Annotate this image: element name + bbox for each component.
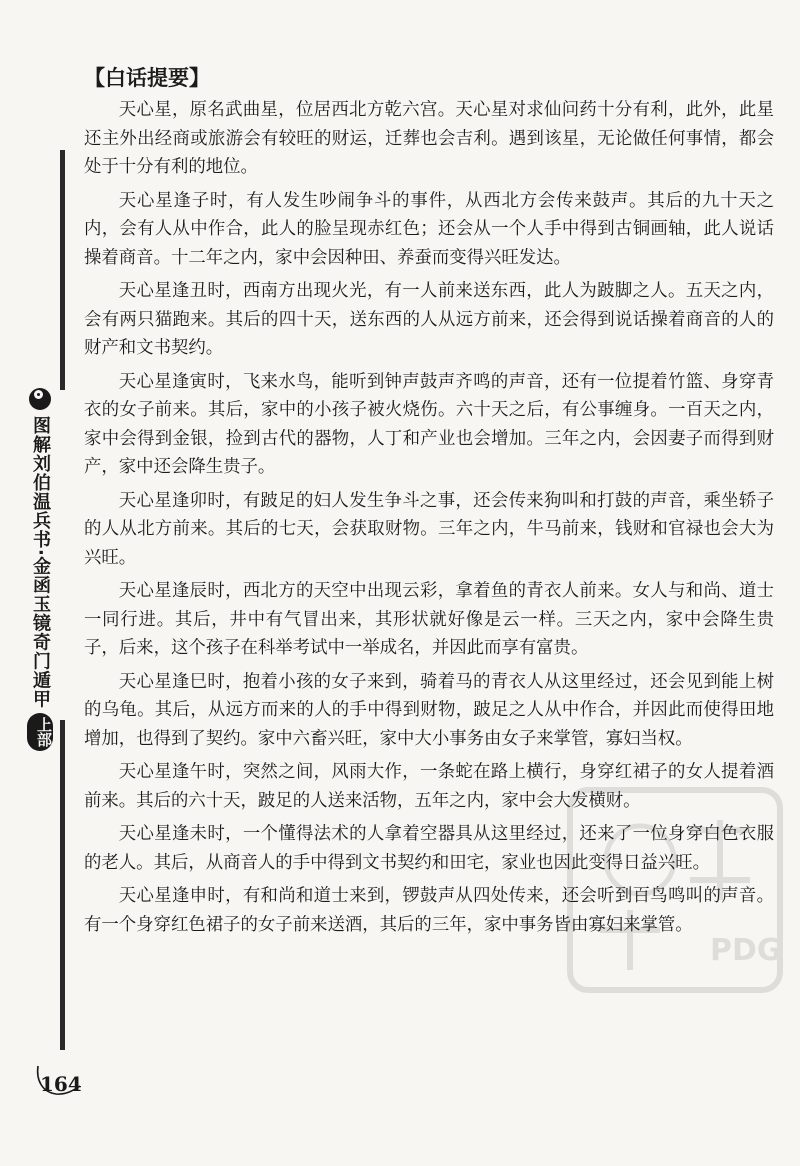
volume-badge: 上部 <box>27 713 53 751</box>
watermark-text: PDG <box>710 933 782 968</box>
margin-rule-bottom <box>60 720 65 1050</box>
section-heading: 【白话提要】 <box>84 66 210 90</box>
paragraph: 天心星逢寅时，飞来水鸟，能听到钟声鼓声齐鸣的声音，还有一位提着竹篮、身穿青衣的女子前来。其后，家中的小孩子被火烧伤。六十天之后，有公事缠身。一百天之内，家中会得到金银，捡到古代的器物，人丁和产业也会增加。三年之内，会因妻子而得到财产，家中还会降生贵子。 <box>84 371 774 477</box>
paragraph: 天心星，原名武曲星，位居西北方乾六宫。天心星对求仙问药十分有利，此外，此星还主外出经商或旅游会有较旺的财运，迁葬也会吉利。遇到该星，无论做任何事情，都会处于十分有利的地位。 <box>84 100 774 177</box>
paragraph: 天心星逢辰时，西北方的天空中出现云彩，拿着鱼的青衣人前来。女人与和尚、道士一同行进。其后，井中有气冒出来，其形状就好像是云一样。三天之内，家中会降生贵子，后来，这个孩子在科举考试中一举成名，并因此而享有富贵。 <box>84 581 774 658</box>
paragraph: 天心星逢子时，有人发生吵闹争斗的事件，从西北方会传来鼓声。其后的九十天之内，会有人从中作合，此人的脸呈现赤红色；还会从一个人手中得到古铜画轴，此人说话操着商音。十二年之内，家中会因种田、养蚕而变得兴旺发达。 <box>84 190 774 268</box>
sidebar-book-title: 图解刘伯温兵书·金函玉镜奇门遁甲 <box>30 416 51 709</box>
paragraph: 天心星逢午时，突然之间，风雨大作，一条蛇在路上横行，身穿红裙子的女人提着酒前来。其后的六十天，跛足的人送来活物，五年之内，家中会大发横财。 <box>84 762 774 811</box>
paragraph: 天心星逢申时，有和尚和道士来到，锣鼓声从四处传来，还会听到百鸟鸣叫的声音。有一个身穿红色裙子的女子前来送酒，其后的三年，家中事务皆由寡妇来掌管。 <box>84 886 774 935</box>
page-number: 164 <box>40 1072 82 1096</box>
paragraph: 天心星逢未时，一个懂得法术的人拿着空器具从这里经过，还来了一位身穿白色衣服的老人。其后，从商音人的手中得到文书契约和田宅，家业也因此变得日益兴旺。 <box>84 824 774 873</box>
library-watermark <box>560 780 790 1000</box>
paragraph: 天心星逢卯时，有跛足的妇人发生争斗之事，还会传来狗叫和打鼓的声音，乘坐轿子的人从北方前来。其后的七天，会获取财物。三年之内，牛马前来，钱财和官禄也会大为兴旺。 <box>84 490 774 568</box>
paragraph: 天心星逢丑时，西南方出现火光，有一人前来送东西，此人为跛脚之人。五天之内，会有两只猫跑来。其后的四十天，送东西的人从远方前来，还会得到说话操着商音的人的财产和文书契约。 <box>84 281 774 358</box>
yinyang-icon <box>29 388 51 410</box>
running-sidebar <box>22 388 58 751</box>
paragraph: 天心星逢巳时，抱着小孩的女子来到，骑着马的青衣人从这里经过，还会见到能上树的乌龟。其后，从远方而来的人的手中得到财物，跛足之人从中作合，并因此而使得田地增加，也得到了契约。家中六畜兴旺，家中大小事务由女子来掌管，寡妇当权。 <box>84 671 774 749</box>
margin-rule-top <box>60 150 65 390</box>
